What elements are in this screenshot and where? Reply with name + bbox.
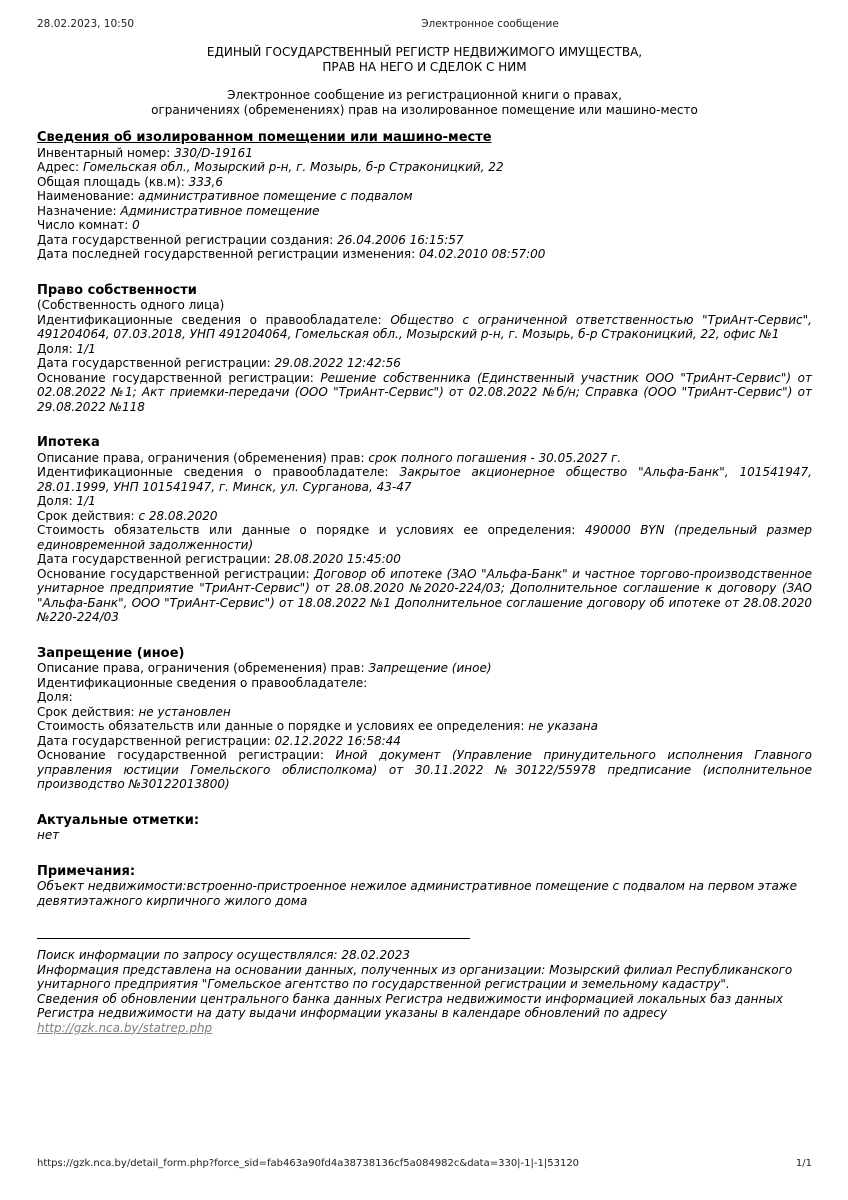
field-line xyxy=(37,356,812,371)
field-label: Дата государственной регистрации: xyxy=(37,733,271,748)
field-line xyxy=(37,175,812,190)
field-line xyxy=(37,523,812,552)
field-label: Инвентарный номер: xyxy=(37,145,171,160)
print-footer xyxy=(37,1158,812,1169)
footer-update-info: Сведения об обновлении центрального банка данных Регистра недвижимости информацией локальных баз данных Регистра недвижимости на дату выдачи информации указаны в календаре обновлений по адресу xyxy=(37,991,783,1020)
field-line xyxy=(37,342,812,357)
field-line xyxy=(37,160,812,175)
field-line xyxy=(37,748,812,792)
field-value: не установлен xyxy=(138,704,231,719)
statrep-link[interactable]: http://gzk.nca.by/statrep.php xyxy=(37,1020,213,1035)
field-value: 04.02.2010 08:57:00 xyxy=(419,247,546,261)
field-line xyxy=(37,690,812,705)
field-label: Доля: xyxy=(37,341,73,356)
field-line xyxy=(37,719,812,734)
sections-container xyxy=(37,131,812,908)
footer-search-date: Поиск информации по запросу осуществлялся: 28.02.2023 xyxy=(37,948,411,962)
field-value: 330/D-19161 xyxy=(174,145,253,160)
field-label: Основание государственной регистрации: xyxy=(37,566,310,581)
section-heading: Право собственности xyxy=(37,282,197,298)
print-footer-url: https://gzk.nca.by/detail_form.php?force_sid=fab463a90fd4a38738136cf5a084982c&data=330|-1|-1|53120 xyxy=(37,1158,580,1169)
field-value: 29.08.2022 12:42:56 xyxy=(274,356,401,370)
footer-text xyxy=(37,948,812,1035)
field-line xyxy=(37,189,812,204)
field-value: Решение собственника (Единственный участник ООО "ТриАнт-Сервис") от 02.08.2022 №1; Акт приемки-передачи (ООО "ТриАнт-Сервис") от 02.08.2022 №б/н; Справка (ООО "ТриАнт-Сервис") от 29.08.2022 №118 xyxy=(37,370,812,414)
field-label: Дата последней государственной регистрации изменения: xyxy=(37,247,416,261)
field-label: Описание права, ограничения (обременения) прав: xyxy=(37,450,365,465)
field-label: Назначение: xyxy=(37,203,117,218)
field-line xyxy=(37,371,812,415)
document-content xyxy=(37,45,812,1035)
register-section xyxy=(37,436,812,625)
field-line xyxy=(37,552,812,567)
section-heading: Примечания: xyxy=(37,863,136,879)
footer-divider xyxy=(37,938,470,939)
field-label: Идентификационные сведения о правообладателе: xyxy=(37,465,389,479)
registry-subtitle-line1: Электронное сообщение из регистрационной книги о правах, xyxy=(227,88,622,102)
section-text: нет xyxy=(37,828,60,842)
field-line xyxy=(37,451,812,466)
field-line xyxy=(37,567,812,625)
field-label: Основание государственной регистрации: xyxy=(37,748,324,762)
field-value: административное помещение с подвалом xyxy=(138,189,413,203)
field-line xyxy=(37,509,812,524)
field-label: Дата государственной регистрации создания: xyxy=(37,232,334,247)
field-label: Идентификационные сведения о правообладателе: xyxy=(37,312,382,327)
field-value: 490000 BYN (предельный размер единовременной задолженности) xyxy=(37,523,812,552)
field-value: срок полного погашения - 30.05.2027 г. xyxy=(368,450,622,465)
field-label: Число комнат: xyxy=(37,218,129,232)
register-section xyxy=(37,284,812,415)
field-value: Запрещение (иное) xyxy=(368,661,492,675)
field-line xyxy=(37,676,812,691)
register-section xyxy=(37,647,812,792)
field-label: Адрес: xyxy=(37,160,80,174)
registry-subtitle xyxy=(37,88,812,118)
field-line xyxy=(37,146,812,161)
field-label: Доля: xyxy=(37,690,73,704)
field-line xyxy=(37,204,812,219)
section-heading: Запрещение (иное) xyxy=(37,645,185,661)
field-value: 0 xyxy=(132,218,140,232)
field-value: Административное помещение xyxy=(120,203,320,218)
field-label: Стоимость обязательств или данные о порядке и условиях ее определения: xyxy=(37,523,576,537)
print-date: 28.02.2023, 10:50 xyxy=(37,18,135,30)
field-label: Дата государственной регистрации: xyxy=(37,356,271,370)
field-line xyxy=(37,313,812,342)
print-doc-title: Электронное сообщение xyxy=(421,18,559,30)
section-heading: Ипотека xyxy=(37,435,100,450)
field-value: не указана xyxy=(528,719,598,733)
field-line xyxy=(37,465,812,494)
page-number: 1/1 xyxy=(795,1158,812,1169)
section-note: (Собственность одного лица) xyxy=(37,298,225,312)
field-line xyxy=(37,233,812,248)
field-value: 02.12.2022 16:58:44 xyxy=(274,733,401,748)
registry-subtitle-line2: ограничениях (обременениях) прав на изолированное помещение или машино-место xyxy=(151,103,698,117)
field-line xyxy=(37,705,812,720)
field-label: Описание права, ограничения (обременения) прав: xyxy=(37,661,365,675)
field-label: Дата государственной регистрации: xyxy=(37,552,271,566)
field-value: Иной документ (Управление принудительного исполнения Главного управления юстиции Гомельского облисполкома) от 30.11.2022 №30122/55978 предписание (исполнительное производство №30122013800) xyxy=(37,748,812,791)
field-value: Общество с ограниченной ответственностью "ТриАнт-Сервис", 491204064, 07.03.2018, УНП 491204064, Гомельская обл., Мозырский р-н, г. Мозырь, б-р Страконицкий, 22, офис №1 xyxy=(37,312,812,341)
field-label: Срок действия: xyxy=(37,508,135,523)
field-label: Основание государственной регистрации: xyxy=(37,370,314,385)
field-label: Идентификационные сведения о правообладателе: xyxy=(37,675,368,690)
registry-title-line1: ЕДИНЫЙ ГОСУДАРСТВЕННЫЙ РЕГИСТР НЕДВИЖИМОГО ИМУЩЕСТВА, xyxy=(206,45,643,59)
section-text: Объект недвижимости:встроенно-пристроенное нежилое административное помещение с подвалом на первом этаже девятиэтажного кирпичного жилого дома xyxy=(37,879,797,908)
report-footer xyxy=(37,938,812,1035)
field-value: 1/1 xyxy=(76,494,96,508)
section-heading: Сведения об изолированном помещении или машино-месте xyxy=(37,130,492,145)
register-section xyxy=(37,814,812,843)
footer-source: Информация представлена на основании данных, полученных из организации: Мозырский филиал Республиканского унитарного предприятия "Гомельское агентство по государственной регистрации и земельному кадастру". xyxy=(37,962,793,991)
field-line xyxy=(37,734,812,749)
field-line xyxy=(37,661,812,676)
field-value: с 28.08.2020 xyxy=(138,508,218,523)
field-label: Срок действия: xyxy=(37,704,135,719)
field-value: 26.04.2006 16:15:57 xyxy=(337,232,464,247)
field-value: 333,6 xyxy=(188,174,224,189)
field-label: Общая площадь (кв.м): xyxy=(37,174,185,189)
field-line xyxy=(37,247,812,262)
field-label: Доля: xyxy=(37,494,73,508)
field-value: Договор об ипотеке (ЗАО "Альфа-Банк" и частное торгово-производственное унитарное предприятие "ТриАнт-Сервис") от 28.08.2020 №2020-224/03; Дополнительное соглашение к договору (ЗАО "Альфа-Банк", ООО "ТриАнт-Сервис") от 18.08.2022 №1 Дополнительное соглашение договору об ипотеке от 28.08.2020 №220-224/03 xyxy=(37,566,812,624)
field-label: Наименование: xyxy=(37,189,135,203)
field-line xyxy=(37,494,812,509)
field-line xyxy=(37,218,812,233)
field-value: 28.08.2020 15:45:00 xyxy=(274,552,401,566)
field-label: Стоимость обязательств или данные о порядке и условиях ее определения: xyxy=(37,719,525,733)
section-heading: Актуальные отметки: xyxy=(37,812,200,828)
registry-title-line2: ПРАВ НА НЕГО И СДЕЛОК С НИМ xyxy=(322,60,527,74)
registry-title xyxy=(37,45,812,75)
register-section xyxy=(37,865,812,909)
field-value: Закрытое акционерное общество "Альфа-Банк", 101541947, 28.01.1999, УНП 101541947, г. Минск, ул. Сурганова, 43-47 xyxy=(37,465,812,494)
field-value: Гомельская обл., Мозырский р-н, г. Мозырь, б-р Страконицкий, 22 xyxy=(82,160,504,174)
register-section xyxy=(37,131,812,262)
field-value: 1/1 xyxy=(76,341,96,356)
